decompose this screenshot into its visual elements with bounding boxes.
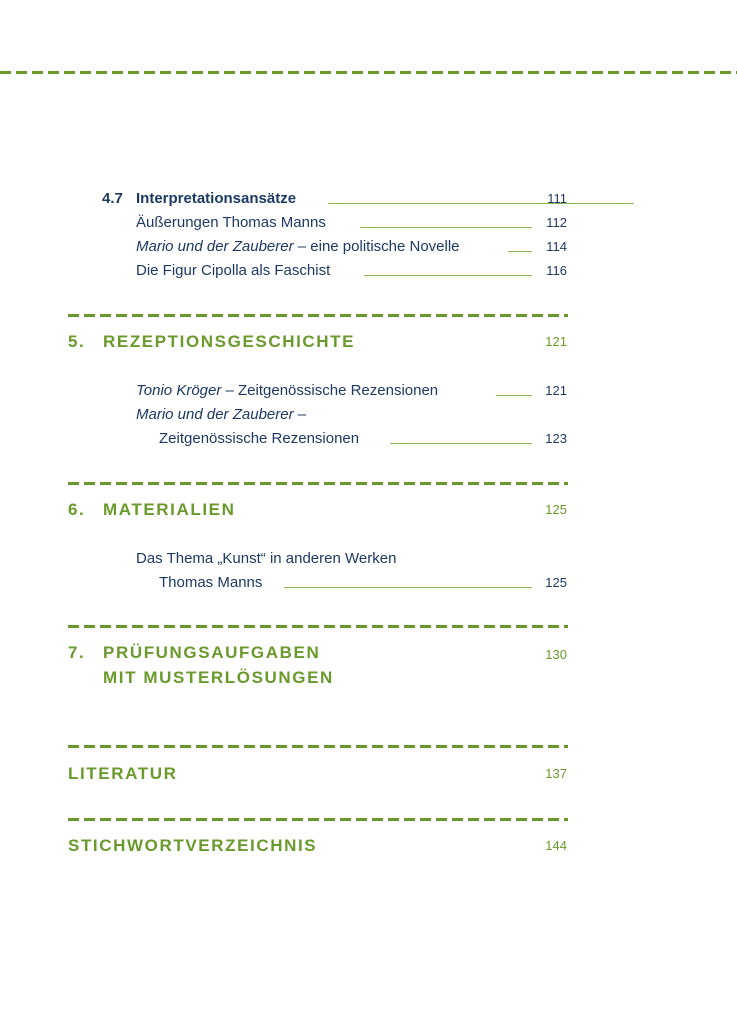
entry-text: Die Figur Cipolla als Faschist	[136, 262, 331, 279]
toc-entry-mario-rezensionen-line2: Zeitgenössische Rezensionen	[159, 430, 360, 447]
top-dashed-rule	[0, 71, 737, 74]
section-title: MATERIALIEN	[103, 500, 236, 519]
entry-italic: Tonio Kröger	[136, 382, 222, 399]
section-divider	[68, 745, 568, 748]
page-number: 137	[545, 766, 567, 781]
toc-heading-pruefungsaufgaben[interactable]	[68, 641, 488, 691]
section-title: Interpretationsansätze	[136, 190, 297, 207]
section-title: REZEPTIONSGESCHICHTE	[103, 332, 356, 351]
page-number: 121	[545, 334, 567, 349]
section-divider	[68, 482, 568, 485]
page-number: 123	[545, 431, 567, 446]
toc-entry-thema-kunst[interactable]: Das Thema „Kunst“ in anderen Werken	[136, 550, 397, 567]
entry-italic: Mario und der Zauberer	[136, 406, 294, 423]
leader-line	[284, 587, 532, 588]
toc-entry-cipolla[interactable]	[136, 261, 330, 281]
section-divider	[68, 314, 568, 317]
entry-text: – eine politische Novelle	[293, 238, 460, 255]
toc-heading-stichwortverzeichnis[interactable]: STICHWORTVERZEICHNIS	[68, 836, 318, 855]
section-number: 6.	[68, 500, 86, 519]
section-divider	[68, 818, 568, 821]
page-number: 111	[547, 191, 567, 206]
toc-entry-politische-novelle[interactable]	[136, 237, 460, 257]
page-number: 125	[545, 575, 567, 590]
leader-line	[360, 227, 532, 228]
entry-text: Äußerungen Thomas Manns	[136, 214, 326, 231]
leader-line	[328, 203, 634, 204]
page-number: 144	[545, 838, 567, 853]
section-number: 7.	[68, 643, 86, 662]
toc-entry-4-7[interactable]	[102, 189, 297, 209]
page-number: 125	[545, 502, 567, 517]
page-number: 116	[546, 263, 567, 278]
section-number: 4.7	[102, 190, 123, 207]
entry-text: –	[293, 406, 307, 423]
leader-line	[364, 275, 532, 276]
toc-entry-thema-kunst-line2: Thomas Manns	[159, 574, 263, 591]
page-number: 130	[545, 647, 567, 662]
toc-entry-mario-rezensionen[interactable]	[136, 405, 306, 425]
toc-entry-tonio-kroeger[interactable]	[136, 381, 438, 401]
section-title-line2: MIT MUSTERLÖSUNGEN	[103, 668, 334, 687]
toc-heading-literatur[interactable]: LITERATUR	[68, 764, 178, 783]
page-number: 114	[546, 239, 567, 254]
toc-entry-aeusserungen[interactable]	[136, 213, 326, 233]
section-title-line1: PRÜFUNGSAUFGABEN	[103, 643, 321, 662]
entry-italic: Mario und der Zauberer	[136, 238, 294, 255]
entry-text: – Zeitgenössische Rezensionen	[221, 382, 439, 399]
page-number: 121	[545, 383, 567, 398]
section-divider	[68, 625, 568, 628]
section-number: 5.	[68, 332, 86, 351]
page-number: 112	[546, 215, 567, 230]
